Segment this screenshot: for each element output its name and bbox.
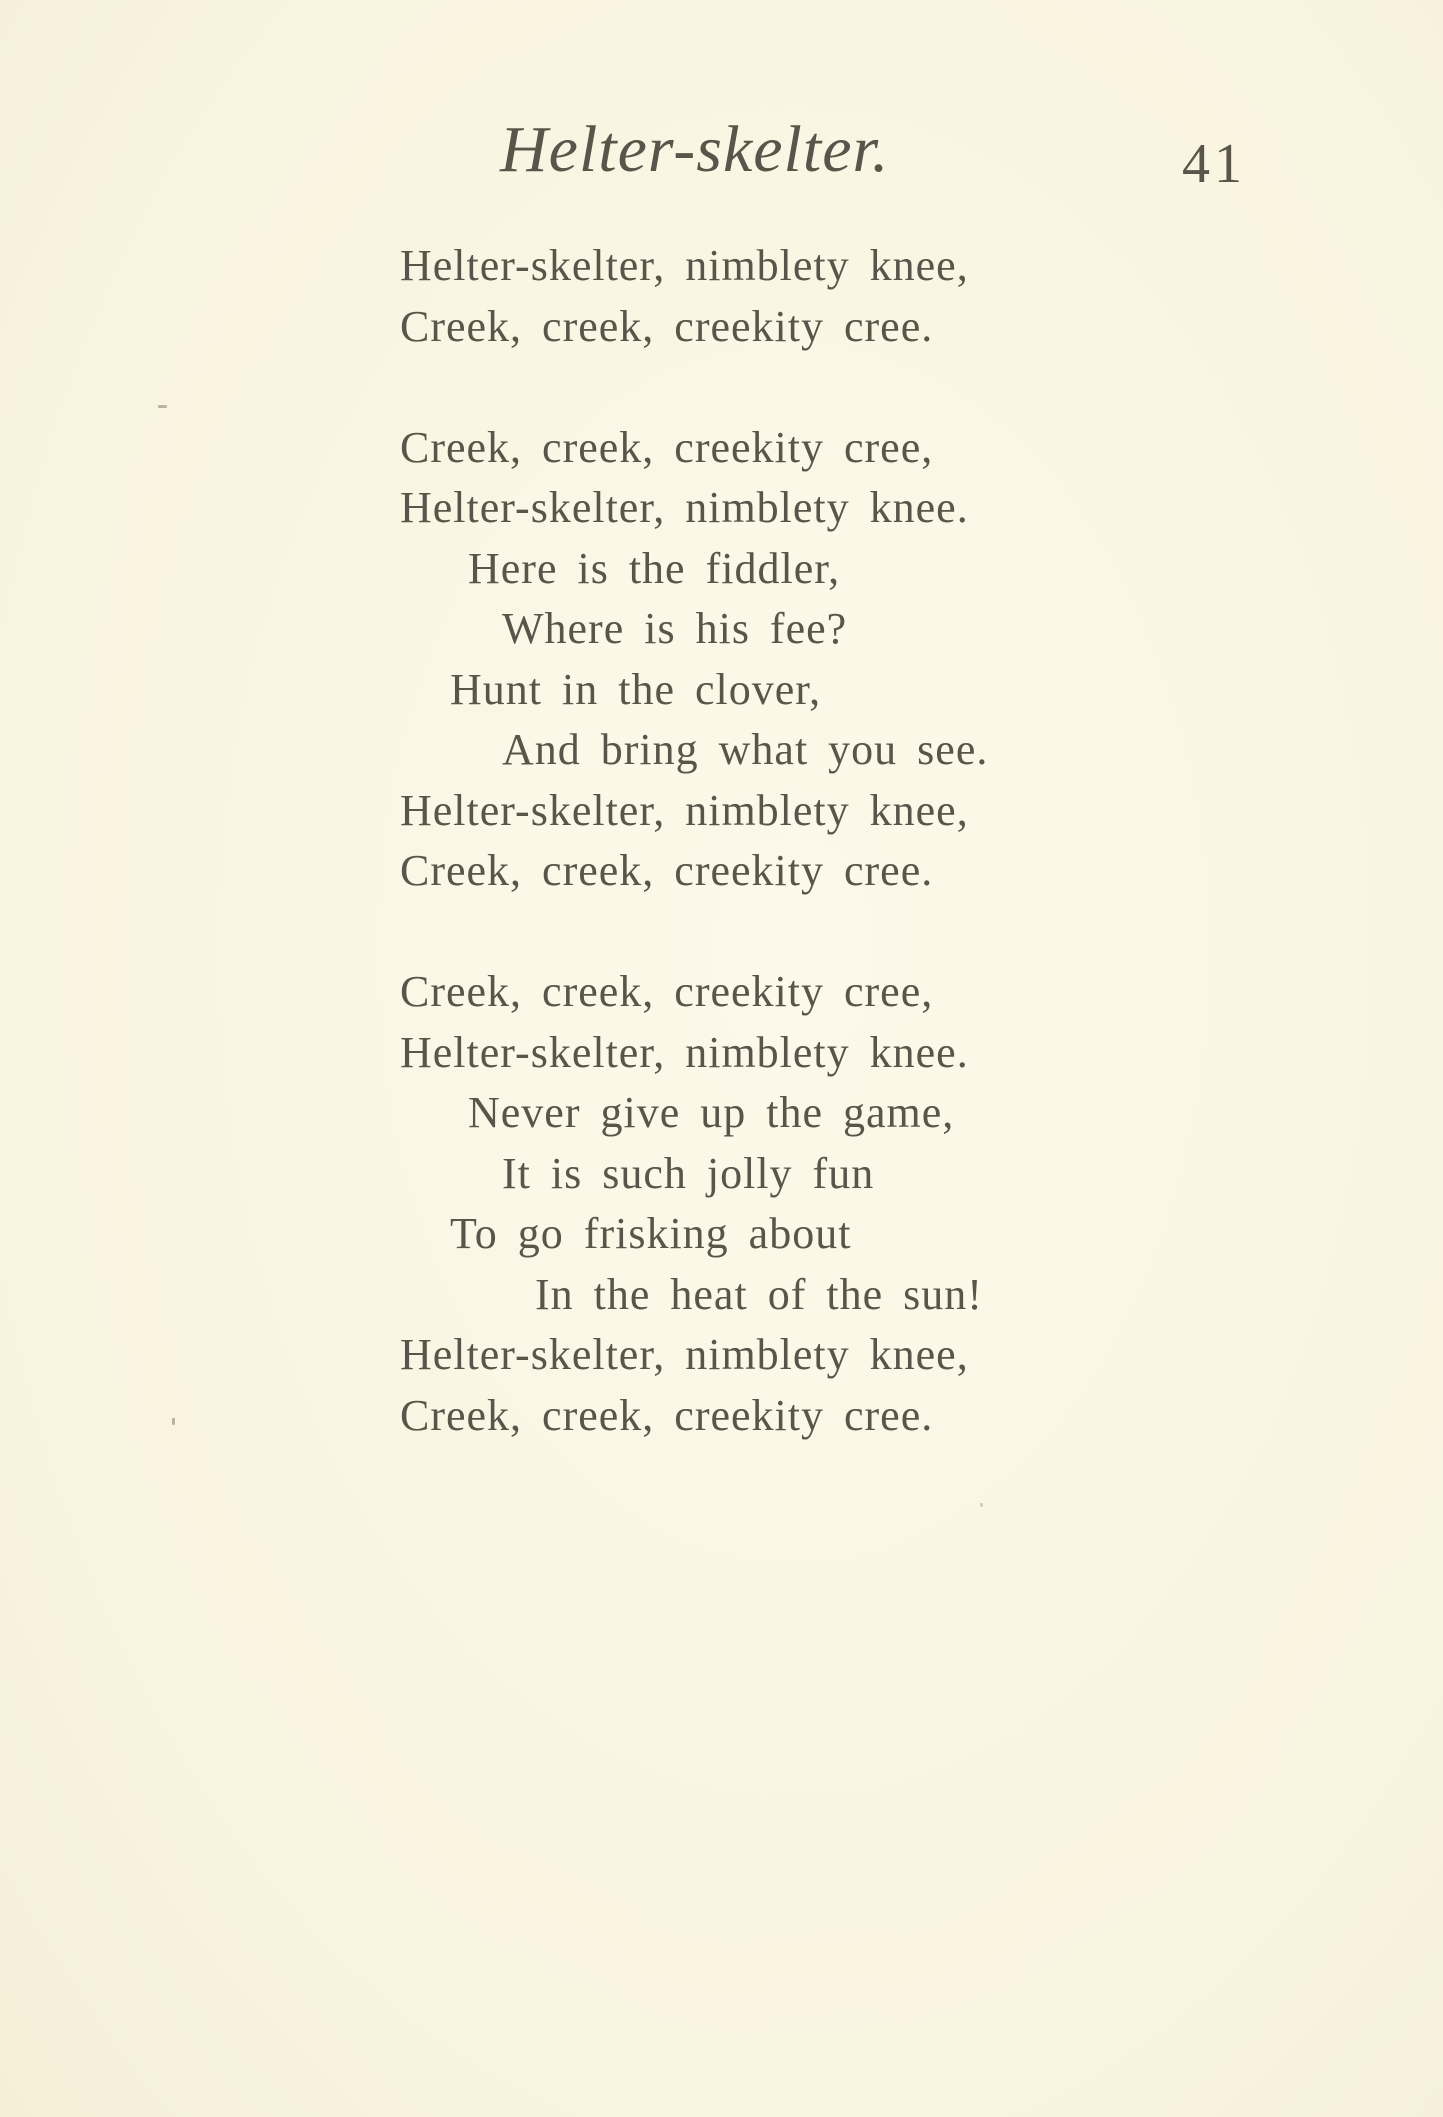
poem-line: Never give up the game,	[468, 1088, 955, 1137]
poem-line: Hunt in the clover,	[450, 664, 822, 714]
poem-line: Creek, creek, creekity cree,	[400, 967, 934, 1016]
poem-line: Creek, creek, creekity cree.	[400, 301, 934, 351]
poem-line: Creek, creek, creekity cree,	[400, 422, 934, 472]
poem-line: Creek, creek, creekity cree.	[400, 1390, 934, 1440]
paper-speck	[158, 405, 167, 408]
poem-line: To go frisking about	[450, 1209, 852, 1258]
poem-line: And bring what you see.	[502, 725, 989, 774]
poem-line: In the heat of the sun!	[535, 1269, 983, 1319]
poem-line: Helter-skelter, nimblety knee,	[400, 241, 969, 290]
poem-line: Where is his fee?	[502, 604, 848, 653]
poem	[400, 236, 988, 1446]
poem-line: It is such jolly fun	[502, 1148, 875, 1198]
stanza-break	[400, 902, 988, 963]
stanza-2	[400, 418, 988, 902]
running-title: Helter-skelter.	[500, 113, 890, 186]
poem-line: Creek, creek, creekity cree.	[400, 846, 934, 895]
paper-speck	[980, 1503, 983, 1507]
page-number: 41	[1182, 133, 1246, 195]
stanza-1	[400, 236, 988, 357]
poem-line: Helter-skelter, nimblety knee.	[400, 483, 969, 532]
poem-line: Here is the fiddler,	[468, 543, 841, 593]
poem-line: Helter-skelter, nimblety knee.	[400, 1027, 969, 1077]
paper-speck	[172, 1418, 175, 1425]
poem-line: Helter-skelter, nimblety knee,	[400, 785, 969, 835]
poem-line: Helter-skelter, nimblety knee,	[400, 1330, 969, 1379]
stanza-3	[400, 962, 988, 1446]
stanza-break	[400, 357, 988, 418]
